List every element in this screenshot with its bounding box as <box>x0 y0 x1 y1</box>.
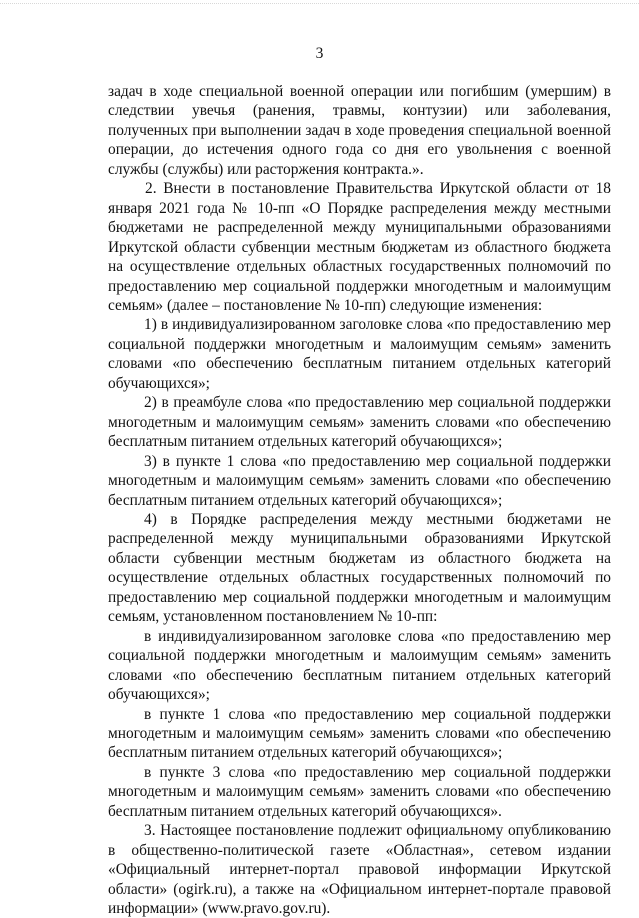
page-number: 3 <box>315 45 324 62</box>
paragraph-item-3: 3. Настоящее постановление подлежит официальному опубликованию в общественно-политической газете «Областная», сетевом издании «Официальный интернет-портал правовой информации Иркутской области» (ogirk.ru), а также на «Официальном интернет-портале правовой информации» (www.pravo.gov.ru). <box>108 822 611 918</box>
paragraph-subitem-3: 3) в пункте 1 слова «по предоставлению мер социальной поддержки многодетным и малоимущим семьям» заменить словами «по обеспечению бесплатным питанием отдельных категорий обучающихся»; <box>108 452 611 509</box>
top-divider <box>0 3 639 4</box>
paragraph-subitem-4: 4) в Порядке распределения между местными бюджетами не распределенной между муниципальными образованиями Иркутской области субвенции местным бюджетам из областного бюджета на осуществление отдельных областных государственных полномочий по предоставлению мер социальной поддержки многодетным и малоимущим семьям, установленном постановлением № 10-пп: <box>108 510 611 626</box>
paragraph-item-2: 2. Внести в постановление Правительства Иркутской области от 18 января 2021 года № 10-пп «О Порядке распределения между местными бюджетами не распределенной между муниципальными образованиями Иркутской области субвенции местным бюджетам из областного бюджета на осуществление отдельных областных государственных полномочий по предоставлению мер социальной поддержки многодетным и малоимущим семьям» (далее – постановление № 10-пп) следующие изменения: <box>108 180 611 314</box>
paragraph-subitem-1: 1) в индивидуализированном заголовке слова «по предоставлению мер социальной поддержки многодетным и малоимущим семьям» заменить словами «по обеспечению бесплатным питанием отдельных категорий обучающихся»; <box>108 316 611 392</box>
paragraph-subitem-2: 2) в преамбуле слова «по предоставлению мер социальной поддержки многодетным и малоимущим семьям» заменить словами «по обеспечению бесплатным питанием отдельных категорий обучающихся»; <box>108 394 611 451</box>
paragraph-change-point-1: в пункте 1 слова «по предоставлению мер социальной поддержки многодетным и малоимущим семьям» заменить словами «по обеспечению бесплатным питанием отдельных категорий обучающихся»; <box>108 705 611 762</box>
paragraph-change-heading: в индивидуализированном заголовке слова «по предоставлению мер социальной поддержки многодетным и малоимущим семьям» заменить словами «по обеспечению бесплатным питанием отдельных категорий обучающихся»; <box>108 627 611 704</box>
paragraph-change-point-3: в пункте 3 слова «по предоставлению мер социальной поддержки многодетным и малоимущим семьям» заменить словами «по обеспечению бесплатным питанием отдельных категорий обучающихся». <box>108 763 611 820</box>
document-body <box>108 82 611 918</box>
paragraph-continuation: задач в ходе специальной военной операции или погибшим (умершим) в следствии увечья (ранения, травмы, контузии) или заболевания, полученных при выполнении задач в ходе проведения специальной военной операции, до истечения одного года со дня его увольнения с военной службы (службы) или расторжения контракта.». <box>108 83 611 178</box>
